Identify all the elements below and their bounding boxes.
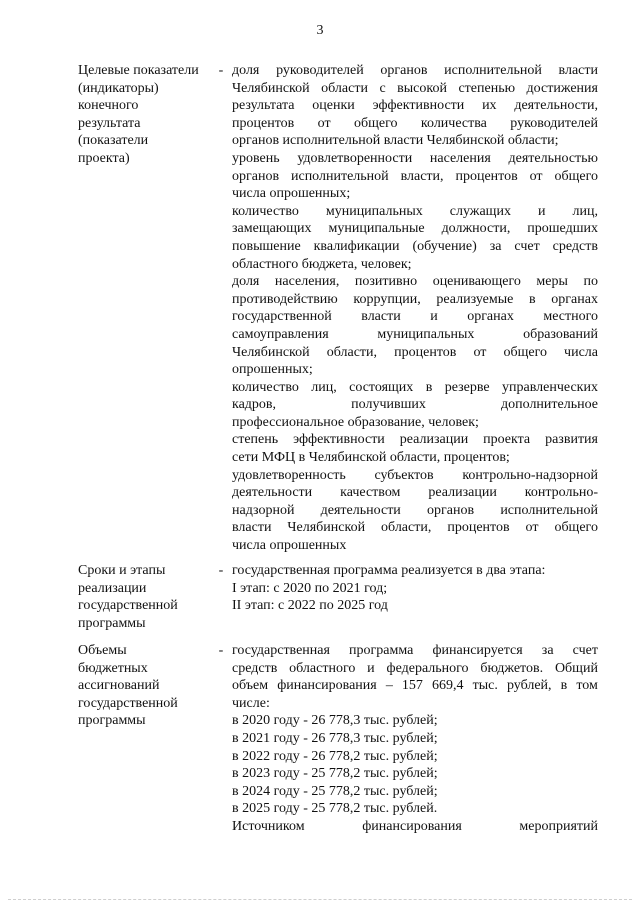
section-content — [232, 62, 598, 555]
section-content — [232, 562, 598, 615]
label-line: программы — [78, 615, 146, 631]
label-line: (индикаторы) — [78, 80, 159, 96]
label-line: Объемы — [78, 643, 127, 658]
content-line: органов исполнительной власти Челябинской области; — [232, 133, 559, 149]
content-line: в 2024 году - 25 778,2 тыс. рублей; — [232, 783, 438, 799]
content-line: в 2022 году - 26 778,2 тыс. рублей; — [232, 748, 438, 764]
label-line: проекта) — [78, 150, 130, 166]
content-line: числе: — [232, 695, 270, 711]
content-line: противодействию коррупции, реализуемые в органах — [232, 291, 598, 307]
content-line: количество муниципальных служащих и лиц, — [232, 203, 598, 219]
content-line: профессиональное образование, человек; — [232, 414, 479, 430]
content-line: власти Челябинской области, процентов от общего — [232, 520, 598, 536]
content-line: доля населения, позитивно оценивающего меры по — [232, 274, 598, 290]
section-dash: - — [218, 643, 224, 658]
content-line: II этап: с 2022 по 2025 год — [232, 598, 388, 614]
content-line: I этап: с 2020 по 2021 год; — [232, 580, 388, 596]
content-line: повышение квалификации (обучение) за счет средств — [232, 238, 598, 254]
content-line: кадров, получивших дополнительное — [232, 397, 598, 413]
scan-edge-line — [8, 899, 632, 900]
section-content — [232, 642, 598, 836]
label-line: конечного — [78, 98, 139, 114]
content-line: самоуправления муниципальных образований — [232, 326, 598, 342]
content-line: процентов от общего количества руководителей — [232, 115, 598, 131]
content-line: количество лиц, состоящих в резерве управленческих — [232, 379, 598, 395]
content-line: Источником финансирования мероприятий — [232, 818, 598, 834]
label-line: государственной — [78, 695, 178, 711]
section-dash: - — [218, 63, 224, 78]
content-line: степень эффективности реализации проекта развития — [232, 432, 598, 448]
content-line: в 2021 году - 26 778,3 тыс. рублей; — [232, 730, 438, 746]
label-line: бюджетных — [78, 660, 148, 676]
content-line: доля руководителей органов исполнительной власти — [232, 63, 598, 78]
label-line: результата — [78, 115, 141, 131]
content-line: надзорной деятельности органов исполнительной — [232, 502, 598, 518]
content-line: удовлетворенность субъектов контрольно-надзорной — [232, 467, 598, 483]
page-number: 3 — [316, 23, 324, 38]
label-line: программы — [78, 713, 146, 729]
content-line: государственной власти и органах местного — [232, 309, 598, 325]
content-line: опрошенных; — [232, 362, 313, 378]
label-line: государственной — [78, 598, 178, 614]
content-line: в 2023 году - 25 778,2 тыс. рублей; — [232, 766, 438, 782]
content-line: Челябинской области с высокой степенью достижения — [232, 80, 598, 96]
content-line: числа опрошенных — [232, 538, 347, 554]
content-line: сети МФЦ в Челябинской области, процентов; — [232, 450, 510, 466]
content-line: органов исполнительной власти, процентов от общего — [232, 168, 598, 184]
content-line: объем финансирования – 157 669,4 тыс. рублей, в том — [232, 678, 598, 694]
label-line: реализации — [78, 580, 147, 596]
section-target-indicators — [78, 62, 598, 554]
content-line: числа опрошенных; — [232, 186, 351, 202]
content-line: государственная программа реализуется в два этапа: — [232, 563, 546, 578]
label-line: ассигнований — [78, 678, 160, 694]
section-budget-allocations — [78, 642, 598, 842]
section-terms-and-stages — [78, 562, 598, 631]
label-line: Целевые показатели — [78, 63, 199, 78]
content-line: государственная программа финансируется за счет — [232, 643, 598, 658]
content-line: замещающих муниципальные должности, прошедших — [232, 221, 598, 237]
content-line: результата оценки эффективности их деятельности, — [232, 98, 598, 114]
section-label — [78, 642, 222, 730]
content-line: в 2025 году - 25 778,2 тыс. рублей. — [232, 801, 438, 817]
label-line: Сроки и этапы — [78, 563, 166, 578]
content-line: средств областного и федерального бюджетов. Общий — [232, 660, 598, 676]
section-label — [78, 62, 222, 168]
content-line: деятельности качеством реализации контрольно- — [232, 485, 598, 501]
label-line: (показатели — [78, 133, 149, 149]
content-line: областного бюджета, человек; — [232, 256, 412, 272]
section-label — [78, 562, 222, 632]
content-line: уровень удовлетворенности населения деятельностью — [232, 150, 598, 166]
section-dash: - — [218, 563, 224, 578]
content-line: Челябинской области, процентов от общего числа — [232, 344, 598, 360]
content-line: в 2020 году - 26 778,3 тыс. рублей; — [232, 713, 438, 729]
